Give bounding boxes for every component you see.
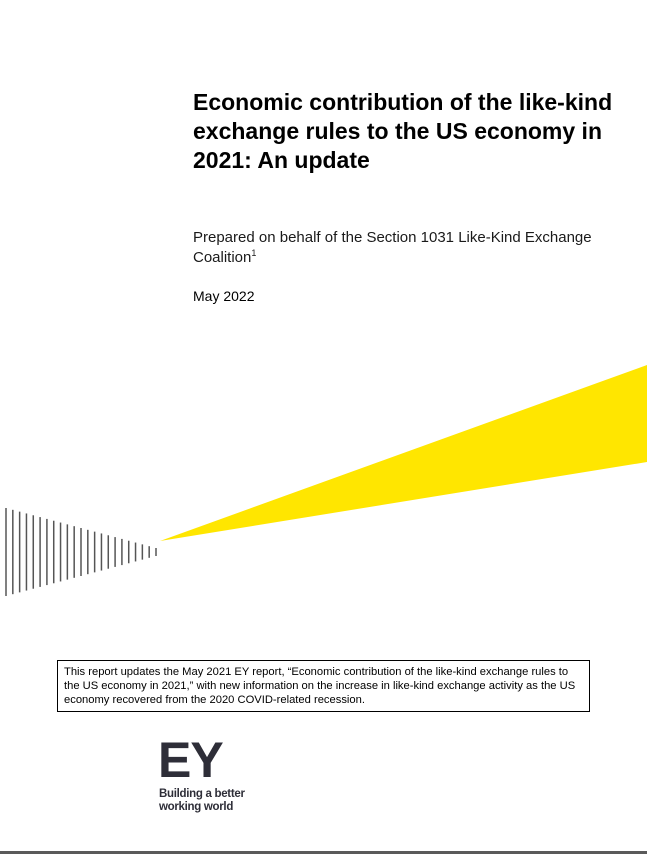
ey-logo bbox=[158, 732, 268, 818]
subtitle-text: Prepared on behalf of the Section 1031 Like-Kind Exchange Coalition bbox=[193, 229, 592, 266]
ey-tagline-line1: Building a better bbox=[159, 788, 245, 800]
update-note-box bbox=[57, 660, 590, 712]
yellow-beam bbox=[160, 365, 647, 541]
ey-tagline bbox=[159, 788, 269, 814]
ey-logo-mark: EY bbox=[158, 732, 223, 788]
page-bottom-rule bbox=[0, 851, 647, 854]
grey-beam-lines bbox=[6, 508, 156, 596]
footnote-marker: 1 bbox=[251, 248, 257, 258]
ey-tagline-line2: working world bbox=[159, 801, 234, 813]
update-note-text: This report updates the May 2021 EY report, “Economic contribution of the like-kind exchange rules to the US economy in 2021,” with new information on the increase in like-kind exchange activity as the US economy recovered from the 2020 COVID-related recession. bbox=[64, 666, 576, 706]
report-date: May 2022 bbox=[193, 288, 255, 304]
report-title: Economic contribution of the like-kind exchange rules to the US economy in 2021: An update bbox=[193, 89, 613, 173]
